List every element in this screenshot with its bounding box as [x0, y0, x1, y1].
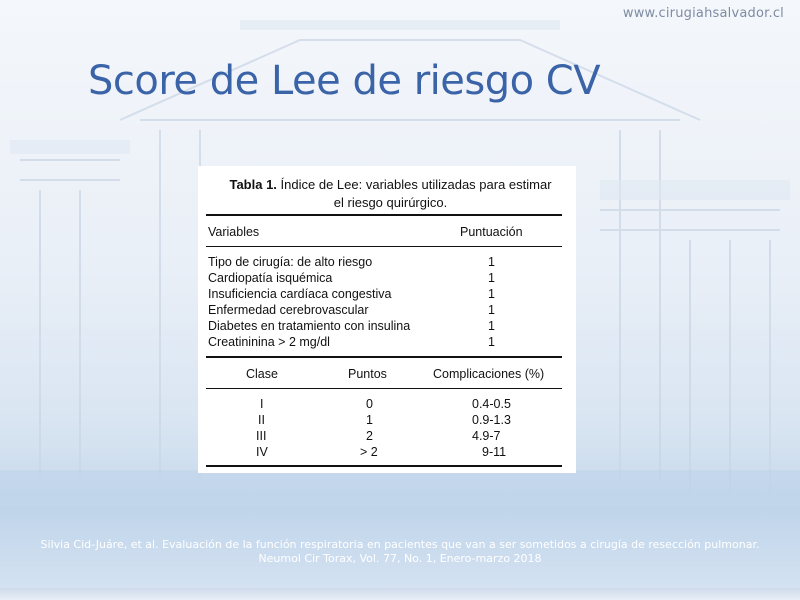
puntos-header: Puntos	[348, 367, 387, 381]
class-label: III	[256, 429, 267, 443]
variable-score: 1	[488, 271, 495, 285]
variable-name: Cardiopatía isquémica	[208, 271, 333, 285]
class-label: IV	[256, 445, 268, 459]
slide-title: Score de Lee de riesgo CV	[88, 58, 601, 104]
class-points: 0	[366, 397, 373, 411]
class-points: 2	[366, 429, 373, 443]
table-bottom-rule	[206, 465, 562, 467]
bottom-bar	[0, 588, 800, 600]
site-url: www.cirugiahsalvador.cl	[622, 6, 784, 21]
table-top-rule	[206, 214, 562, 216]
variables-header: Variables	[208, 225, 260, 239]
variable-score: 1	[488, 335, 495, 349]
lee-index-table	[198, 166, 576, 473]
table-caption-label: Tabla 1.	[229, 177, 277, 192]
variable-score: 1	[488, 255, 495, 269]
table-caption-text-2: el riesgo quirúrgico.	[333, 195, 448, 210]
variable-score: 1	[488, 319, 495, 333]
class-label: I	[260, 397, 264, 411]
class-label: II	[258, 413, 265, 427]
table-caption-text: Índice de Lee: variables utilizadas para estimar	[280, 177, 552, 192]
variable-name: Insuficiencia cardíaca congestiva	[208, 287, 392, 301]
class-complications: 0.9-1.3	[472, 413, 511, 427]
variable-score: 1	[488, 303, 495, 317]
header-rule	[206, 246, 562, 247]
complicaciones-header: Complicaciones (%)	[433, 367, 545, 381]
variable-name: Enfermedad cerebrovascular	[208, 303, 369, 317]
table-caption	[218, 176, 563, 212]
clase-header: Clase	[246, 367, 278, 381]
variable-score: 1	[488, 287, 495, 301]
citation-line-1: Silvia Cid-Juáre, et al. Evaluación de la función respiratoria en pacientes que van a ser sometidos a cirugía de resección pulmonar.	[40, 538, 760, 551]
citation	[0, 538, 800, 566]
section-rule	[206, 356, 562, 358]
class-complications: 9-11	[482, 445, 507, 459]
class-points: 1	[366, 413, 373, 427]
citation-line-2: Neumol Cir Torax, Vol. 77, No. 1, Enero-marzo 2018	[258, 552, 542, 565]
variable-name: Tipo de cirugía: de alto riesgo	[208, 255, 373, 269]
class-complications: 4.9-7	[472, 429, 501, 443]
class-points: > 2	[360, 445, 378, 459]
class-header-rule	[206, 388, 562, 389]
puntuacion-header: Puntuación	[460, 225, 523, 239]
variable-name: Diabetes en tratamiento con insulina	[208, 319, 411, 333]
variable-name: Creatininina > 2 mg/dl	[208, 335, 330, 349]
class-complications: 0.4-0.5	[472, 397, 511, 411]
